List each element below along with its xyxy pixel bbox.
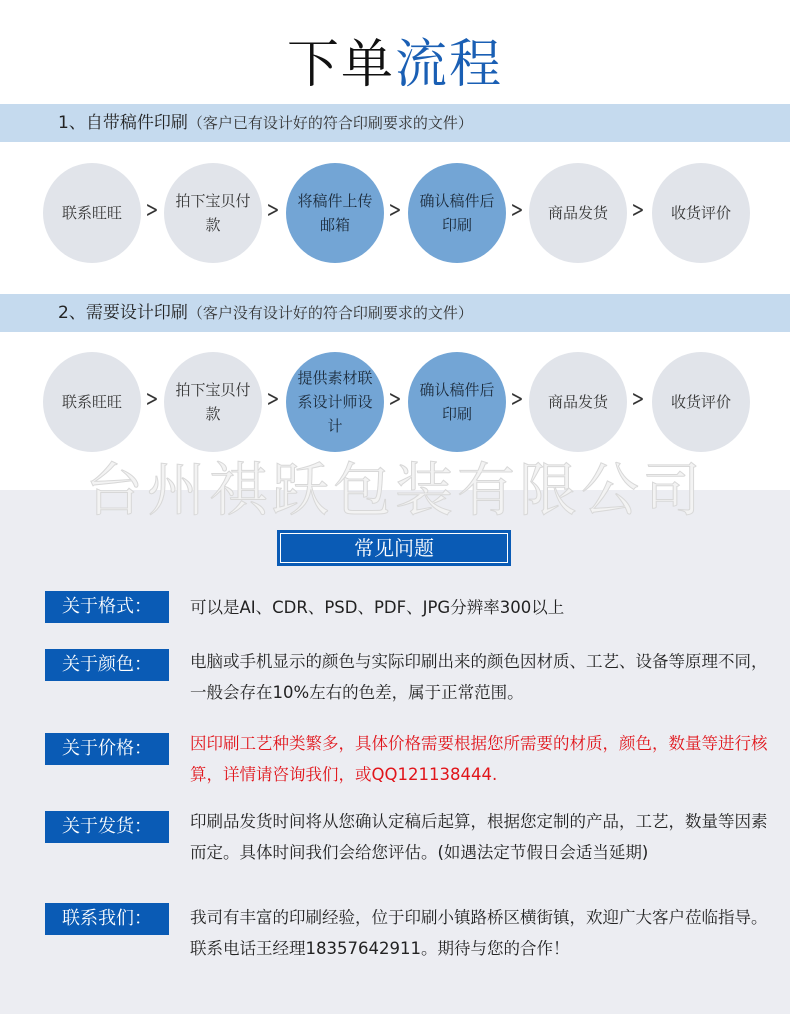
chevron-right-icon: > (388, 387, 402, 412)
section2-step: 商品发货 (529, 352, 627, 452)
chevron-right-icon: > (510, 387, 524, 412)
section1-step: 确认稿件后印刷 (408, 163, 506, 263)
title-part1: 下单 (286, 35, 395, 95)
chevron-right-icon: > (631, 387, 645, 412)
section2-step: 确认稿件后印刷 (408, 352, 506, 452)
section1-step: 将稿件上传邮箱 (286, 163, 384, 263)
chevron-right-icon: > (510, 198, 524, 223)
section2-step: 提供素材联系设计师设计 (286, 352, 384, 452)
title-part2: 流程 (395, 35, 504, 95)
chevron-right-icon: > (388, 198, 402, 223)
faq-text-price: 因印刷工艺种类繁多，具体价格需要根据您所需要的材质，颜色，数量等进行核算，详情请咨询我们，或QQ121138444. (190, 734, 768, 784)
chevron-right-icon: > (266, 387, 280, 412)
section2-step: 联系旺旺 (43, 352, 141, 452)
faq-label-format: 关于格式： (45, 591, 169, 623)
chevron-right-icon: > (631, 198, 645, 223)
faq-label-color: 关于颜色： (45, 649, 169, 681)
section1-step: 联系旺旺 (43, 163, 141, 263)
faq-text-format: 可以是AI、CDR、PSD、PDF、JPG分辨率300以上 (190, 598, 565, 617)
watermark: 台州祺跃包装有限公司 (84, 456, 705, 524)
faq-label-contact: 联系我们： (45, 903, 169, 935)
faq-title: 常见问题 (277, 530, 511, 566)
section1-title: 1、自带稿件印刷 (58, 113, 188, 133)
section1-heading (0, 104, 790, 142)
section2-title: 2、需要设计印刷 (58, 303, 188, 323)
section1-step: 收货评价 (652, 163, 750, 263)
section2-heading (0, 294, 790, 332)
faq-text-shipping: 印刷品发货时间将从您确认定稿后起算，根据您定制的产品，工艺，数量等因素而定。具体时间我们会给您评估。(如遇法定节假日会适当延期) (190, 812, 768, 862)
section2-step: 收货评价 (652, 352, 750, 452)
faq-text-contact: 我司有丰富的印刷经验，位于印刷小镇路桥区横街镇，欢迎广大客户莅临指导。联系电话王经理18357642911。期待与您的合作！ (190, 908, 768, 958)
chevron-right-icon: > (145, 198, 159, 223)
section2-note: （客户没有设计好的符合印刷要求的文件） (187, 304, 473, 322)
section2-step: 拍下宝贝付款 (164, 352, 262, 452)
section1-step: 商品发货 (529, 163, 627, 263)
page-title (0, 22, 790, 97)
chevron-right-icon: > (266, 198, 280, 223)
faq-label-price: 关于价格： (45, 733, 169, 765)
chevron-right-icon: > (145, 387, 159, 412)
section1-step: 拍下宝贝付款 (164, 163, 262, 263)
section1-note: （客户已有设计好的符合印刷要求的文件） (187, 114, 473, 132)
faq-text-color: 电脑或手机显示的颜色与实际印刷出来的颜色因材质、工艺、设备等原理不同，一般会存在10%左右的色差，属于正常范围。 (190, 652, 768, 702)
faq-label-shipping: 关于发货： (45, 811, 169, 843)
